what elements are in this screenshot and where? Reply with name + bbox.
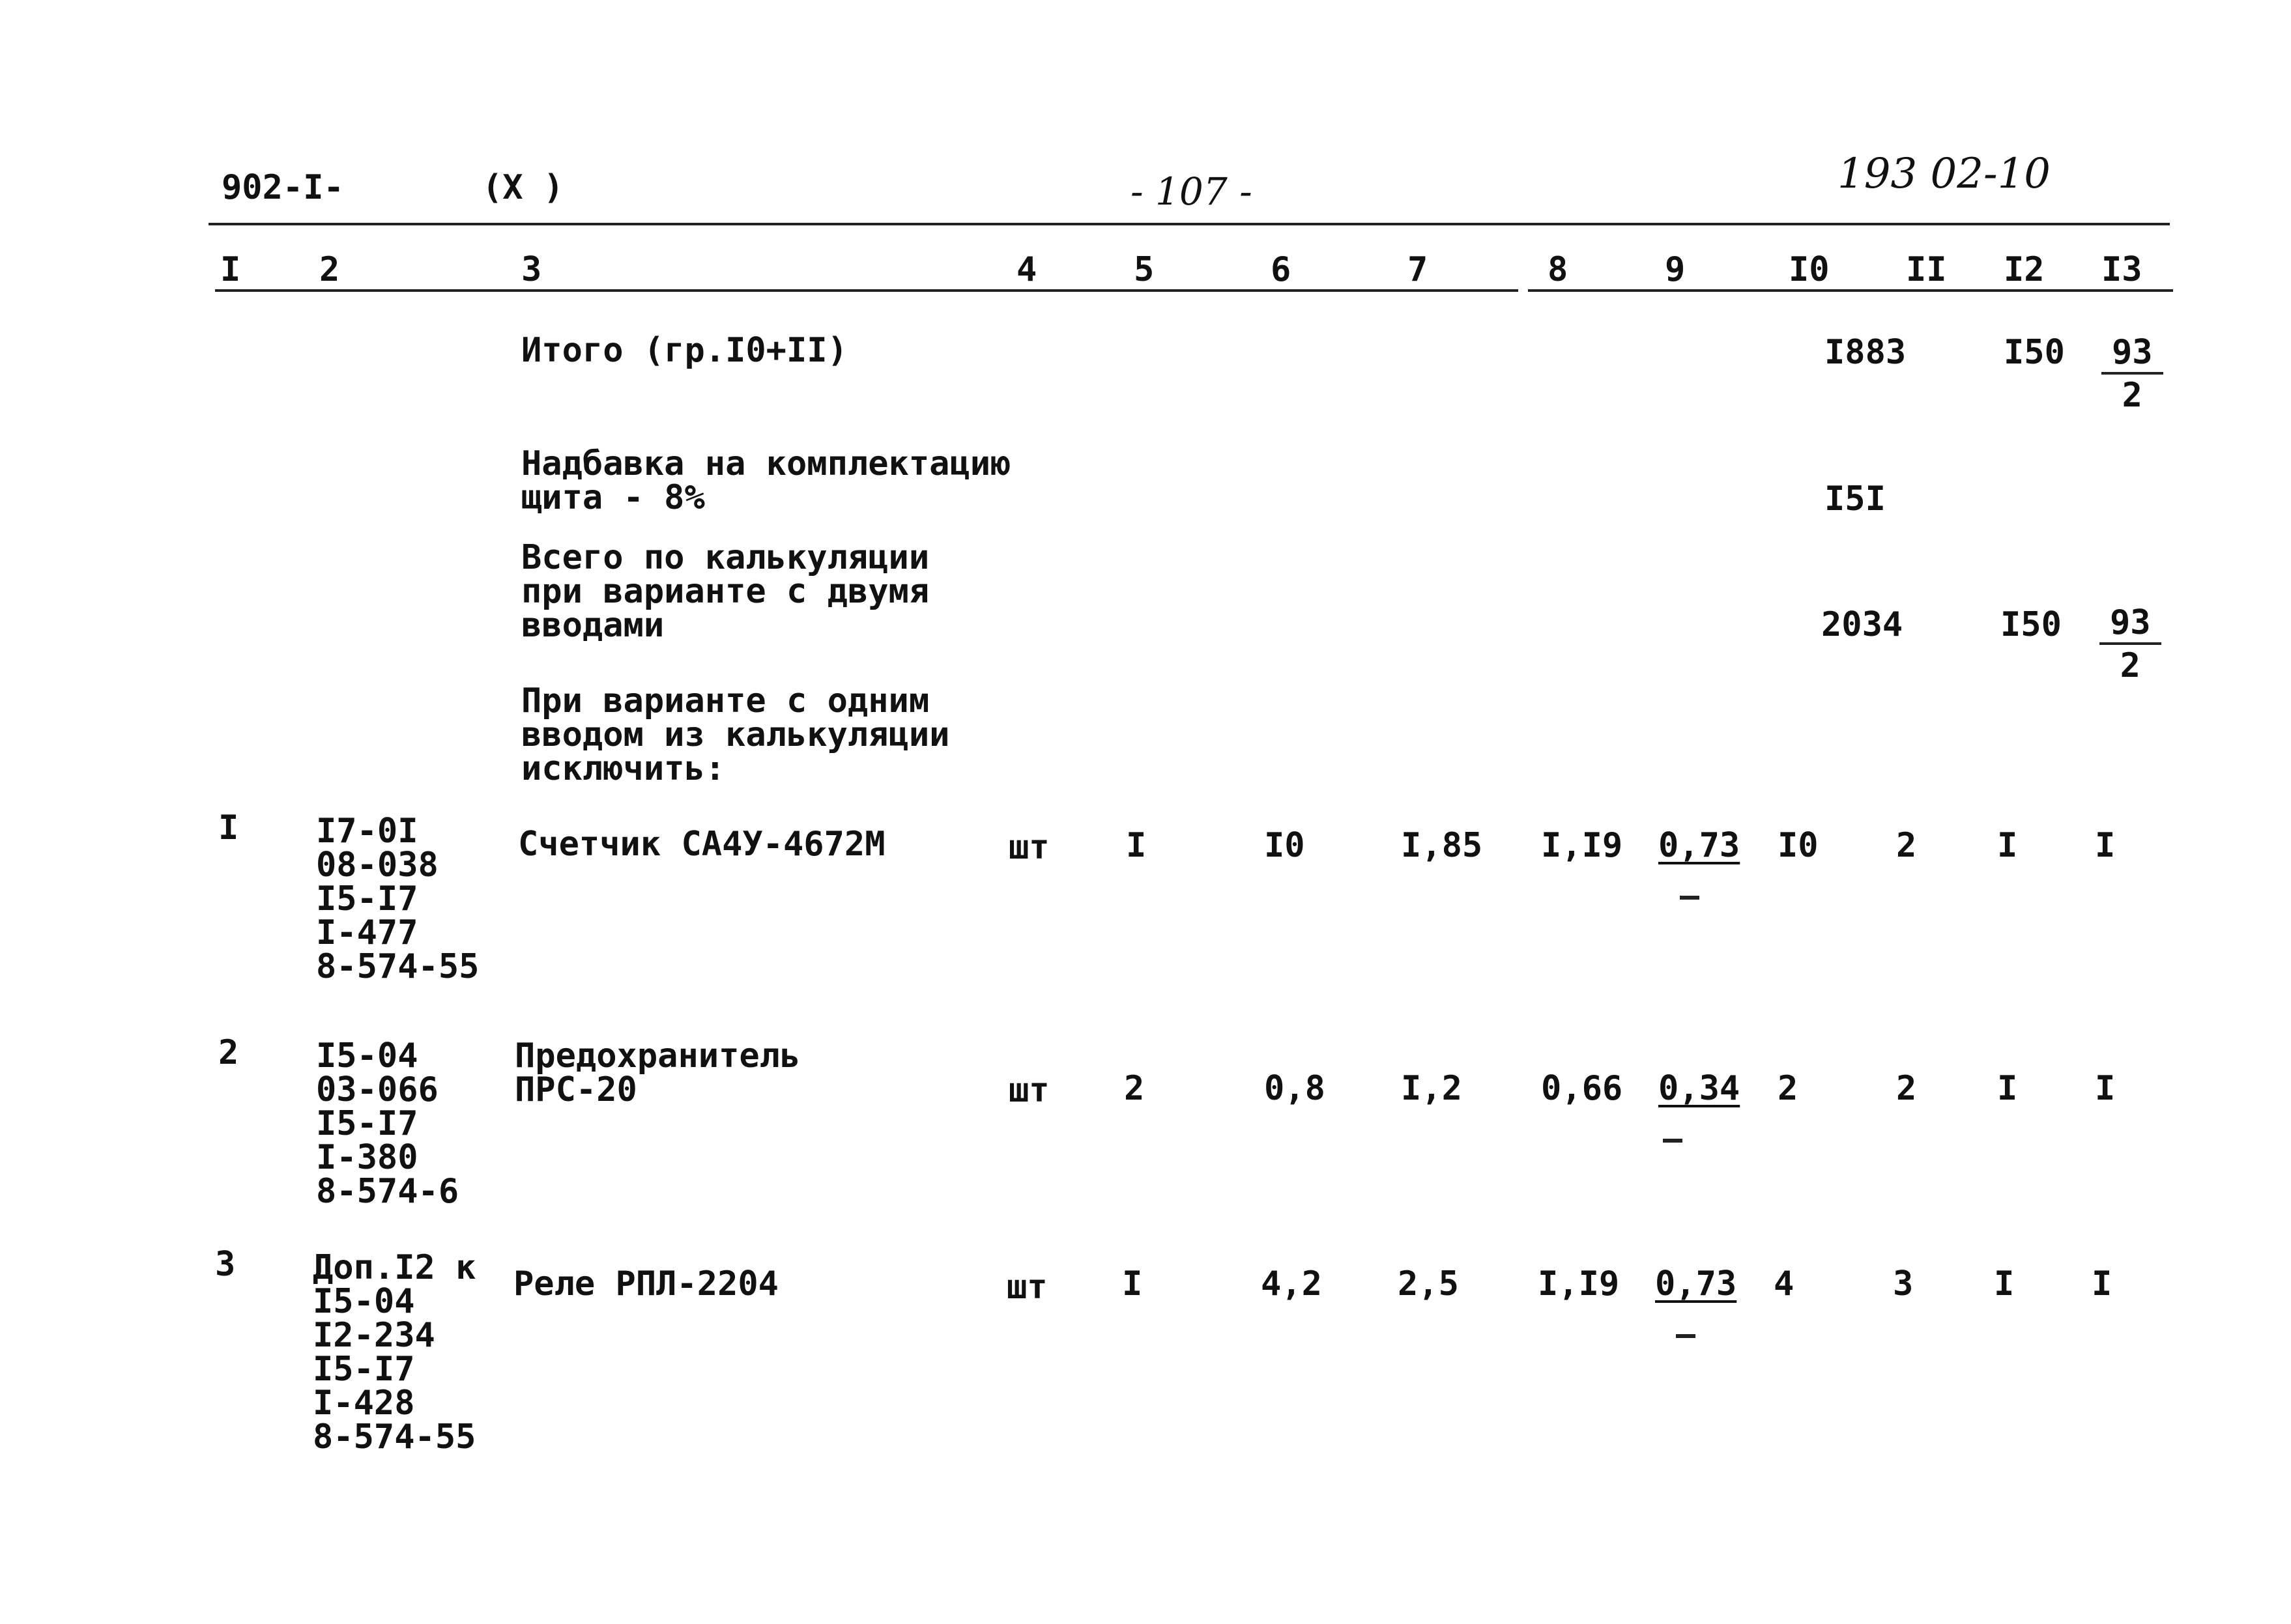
row-col9: 0,73 xyxy=(1655,1264,1737,1303)
row-refs: I7-0I 08-038 I5-I7 I-477 8-574-55 xyxy=(316,812,480,986)
itogo-col13 xyxy=(2101,333,2163,415)
row-number: 2 xyxy=(218,1033,239,1072)
col-header-8: 8 xyxy=(1548,250,1568,289)
row-col11: 3 xyxy=(1893,1264,1914,1303)
row-col8: 0,66 xyxy=(1541,1069,1623,1108)
row-col9-dash xyxy=(1663,1139,1682,1143)
vsego-label: Всего по калькуляции при варианте с двумя вводами xyxy=(521,538,930,645)
handwritten-stamp: 193 02-10 xyxy=(1837,150,2051,198)
row-col9: 0,34 xyxy=(1658,1069,1740,1108)
row-name: Предохранитель ПРС-20 xyxy=(515,1036,801,1109)
itogo-col13-numerator: 93 xyxy=(2101,335,2163,375)
page-number: - 107 - xyxy=(1131,169,1252,214)
row-col12: I xyxy=(1997,826,2018,865)
row-col9-dash xyxy=(1680,896,1699,900)
vsego-col10: 2034 xyxy=(1821,605,1903,644)
row-name: Реле РПЛ-2204 xyxy=(513,1264,779,1303)
itogo-col13-denominator: 2 xyxy=(2122,376,2142,415)
col-header-9: 9 xyxy=(1665,250,1686,289)
row-unit: шт xyxy=(1009,828,1050,867)
row-unit: шт xyxy=(1009,1071,1050,1110)
row-col8: I,I9 xyxy=(1541,826,1623,865)
row-number: I xyxy=(218,808,239,848)
document-code: 902-I- xyxy=(222,168,344,207)
row-col10: 4 xyxy=(1774,1264,1794,1303)
row-col11: 2 xyxy=(1896,1069,1917,1108)
col-header-7: 7 xyxy=(1407,250,1428,289)
row-col5: I xyxy=(1126,826,1147,865)
col-header-rule xyxy=(215,289,1518,292)
row-col13: I xyxy=(2095,1069,2116,1108)
row-number: 3 xyxy=(215,1245,236,1284)
row-col7: I,85 xyxy=(1401,826,1483,865)
nadbavka-col10: I5I xyxy=(1824,479,1886,519)
header-rule xyxy=(209,223,2170,225)
itogo-col10: I883 xyxy=(1824,333,1907,372)
col-header-rule-right xyxy=(1528,289,2173,292)
row-col12: I xyxy=(1994,1264,2015,1303)
section-roman: (X ) xyxy=(482,168,564,207)
itogo-col12: I50 xyxy=(2004,333,2065,372)
row-col10: 2 xyxy=(1778,1069,1798,1108)
col-header-13: I3 xyxy=(2101,250,2142,289)
row-refs: I5-04 03-066 I5-I7 I-380 8-574-6 xyxy=(316,1036,459,1211)
row-col6: 4,2 xyxy=(1261,1264,1322,1303)
row-col13: I xyxy=(2095,826,2116,865)
col-header-1: I xyxy=(220,250,241,289)
vsego-col13 xyxy=(2099,603,2161,685)
row-col11: 2 xyxy=(1896,826,1917,865)
col-header-12: I2 xyxy=(2004,250,2045,289)
itogo-label: Итого (гр.I0+II) xyxy=(521,331,848,370)
col-header-3: 3 xyxy=(521,250,542,289)
row-unit: шт xyxy=(1007,1268,1048,1307)
col-header-2: 2 xyxy=(319,250,340,289)
row-col5: 2 xyxy=(1124,1069,1145,1108)
row-col9-dash xyxy=(1676,1334,1695,1338)
vsego-col13-denominator: 2 xyxy=(2120,646,2140,685)
row-col13: I xyxy=(2092,1264,2112,1303)
row-name: Счетчик СА4У-4672М xyxy=(518,825,886,864)
row-col10: I0 xyxy=(1778,826,1819,865)
exclude-note: При варианте с одним вводом из калькуляции исключить: xyxy=(521,681,950,788)
col-header-4: 4 xyxy=(1016,250,1037,289)
col-header-6: 6 xyxy=(1271,250,1291,289)
col-header-10: I0 xyxy=(1789,250,1830,289)
vsego-col12: I50 xyxy=(2000,605,2062,644)
nadbavka-label: Надбавка на комплектацию щита - 8% xyxy=(521,444,1011,517)
row-col5: I xyxy=(1122,1264,1143,1303)
vsego-col13-numerator: 93 xyxy=(2099,606,2161,645)
row-col7: 2,5 xyxy=(1398,1264,1459,1303)
row-col7: I,2 xyxy=(1401,1069,1462,1108)
row-col8: I,I9 xyxy=(1538,1264,1620,1303)
row-col6: 0,8 xyxy=(1264,1069,1325,1108)
row-col12: I xyxy=(1997,1069,2018,1108)
row-col9: 0,73 xyxy=(1658,826,1740,865)
row-col6: I0 xyxy=(1264,826,1305,865)
col-header-5: 5 xyxy=(1134,250,1155,289)
row-refs: Доп.I2 к I5-04 I2-234 I5-I7 I-428 8-574-55 xyxy=(313,1248,476,1457)
col-header-11: II xyxy=(1906,250,1947,289)
